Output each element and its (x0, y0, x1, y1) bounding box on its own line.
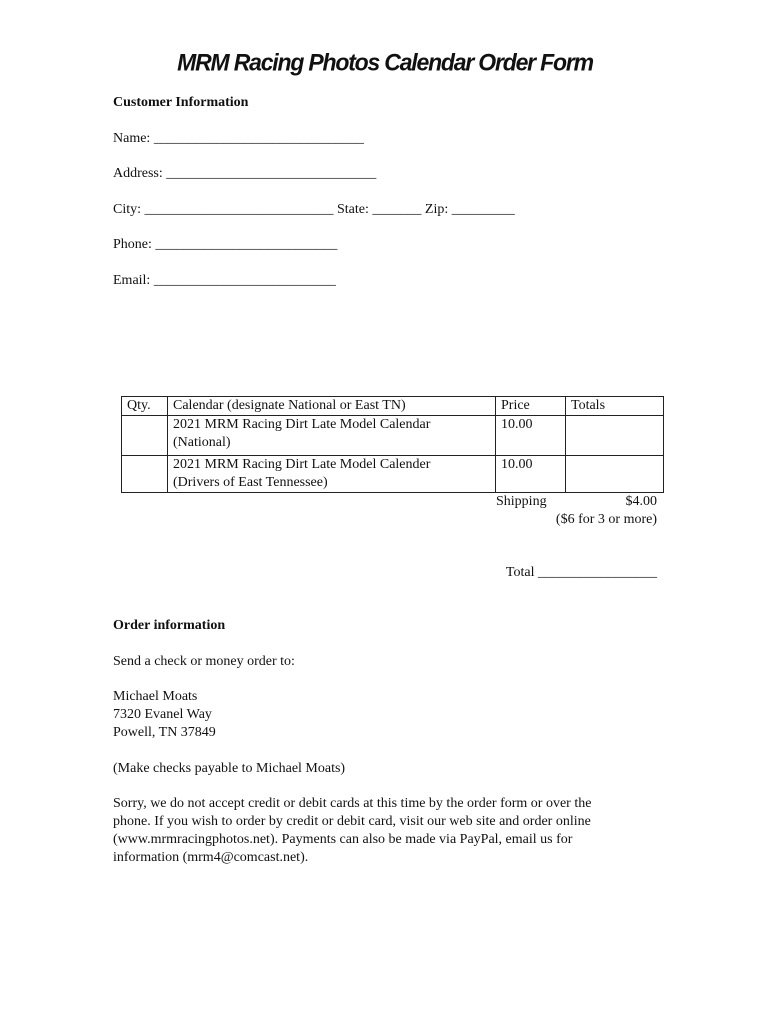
qty-cell[interactable] (122, 456, 168, 493)
payment-note-line: information (mrm4@comcast.net). (113, 850, 309, 865)
totals-cell[interactable] (566, 456, 664, 493)
address-name: Michael Moats (113, 689, 198, 704)
calendar-cell (168, 416, 496, 456)
price-cell: 10.00 (496, 416, 566, 456)
calendar-name: 2021 MRM Racing Dirt Late Model Calender (173, 457, 431, 472)
table-row (122, 456, 664, 493)
payment-note-line: (www.mrmracingphotos.net). Payments can also be made via PayPal, email us for (113, 832, 573, 847)
order-table (121, 396, 664, 493)
shipping-note: ($6 for 3 or more) (555, 512, 657, 527)
payable-note: (Make checks payable to Michael Moats) (113, 761, 346, 776)
payment-note-line: Sorry, we do not accept credit or debit cards at this time by the order form or over the (113, 796, 592, 811)
calendar-edition: (Drivers of East Tennessee) (173, 475, 328, 490)
calendar-edition: (National) (173, 435, 231, 450)
total-field[interactable]: Total _________________ (505, 565, 657, 580)
payment-note-line: phone. If you wish to order by credit or debit card, visit our web site and order online (113, 814, 591, 829)
send-to-text: Send a check or money order to: (113, 654, 295, 669)
phone-field[interactable]: Phone: __________________________ (113, 237, 338, 252)
shipping-amount: $4.00 (625, 494, 657, 509)
totals-cell[interactable] (566, 416, 664, 456)
totals-header: Totals (566, 397, 664, 416)
name-field[interactable]: Name: ______________________________ (113, 131, 364, 146)
shipping-label: Shipping (496, 494, 547, 509)
address-city: Powell, TN 37849 (113, 725, 216, 740)
table-row (122, 416, 664, 456)
order-info-heading: Order information (113, 618, 226, 633)
price-header: Price (496, 397, 566, 416)
qty-header: Qty. (122, 397, 168, 416)
address-field[interactable]: Address: ______________________________ (113, 166, 377, 181)
calendar-name: 2021 MRM Racing Dirt Late Model Calendar (173, 417, 431, 432)
price-cell: 10.00 (496, 456, 566, 493)
city-state-zip-field[interactable]: City: ___________________________ State: _______ Zip: _________ (113, 202, 515, 217)
email-field[interactable]: Email: __________________________ (113, 273, 336, 288)
form-title: MRM Racing Photos Calendar Order Form (177, 48, 593, 76)
table-header-row (122, 397, 664, 416)
qty-cell[interactable] (122, 416, 168, 456)
address-street: 7320 Evanel Way (113, 707, 212, 722)
calendar-header: Calendar (designate National or East TN) (168, 397, 496, 416)
customer-info-heading: Customer Information (113, 95, 249, 110)
calendar-cell (168, 456, 496, 493)
